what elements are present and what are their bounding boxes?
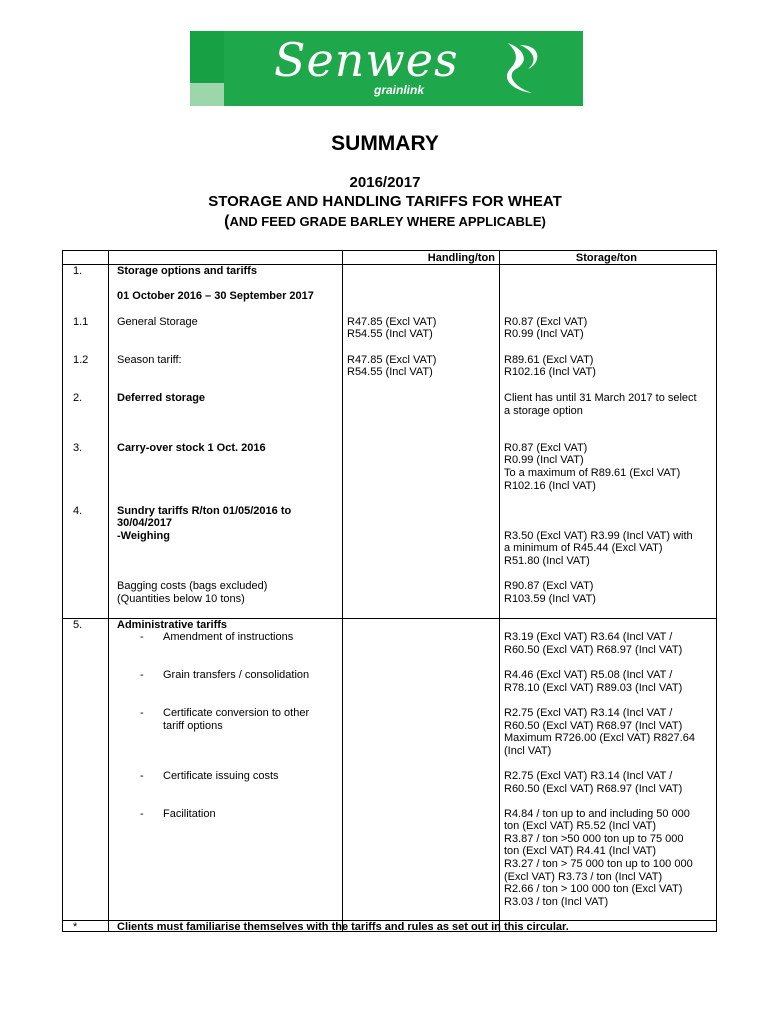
storage-value: R60.50 (Excl VAT) R68.97 (Incl VAT) <box>504 644 683 656</box>
subtitle-paren: ( <box>224 213 230 230</box>
handling-value: R47.85 (Excl VAT) <box>347 354 437 366</box>
list-dash: - <box>140 707 144 719</box>
document-title: STORAGE AND HANDLING TARIFFS FOR WHEAT <box>208 193 562 210</box>
row-number: 5. <box>73 619 83 631</box>
storage-value: R3.50 (Excl VAT) R3.99 (Incl VAT) with <box>504 530 693 542</box>
subtitle-text: AND FEED GRADE BARLEY WHERE APPLICABLE) <box>229 214 546 229</box>
row-label: General Storage <box>117 316 198 328</box>
section-label: Administrative tariffs <box>117 619 228 631</box>
storage-value: R3.03 / ton (Incl VAT) <box>504 896 609 908</box>
handling-value: R54.55 (Incl VAT) <box>347 366 433 378</box>
row-label: Bagging costs (bags excluded) <box>117 580 268 592</box>
list-dash: - <box>140 631 144 643</box>
swoosh-icon <box>490 39 550 99</box>
page-title: SUMMARY <box>331 132 439 155</box>
row-number: 3. <box>73 442 83 454</box>
storage-value: R60.50 (Excl VAT) R68.97 (Incl VAT) <box>504 783 683 795</box>
storage-value: ton (Excl VAT) R4.41 (Incl VAT) <box>504 845 656 857</box>
storage-value: (Incl VAT) <box>504 745 552 757</box>
column-divider <box>342 251 343 931</box>
list-item-label: Amendment of instructions <box>163 631 294 643</box>
storage-value: R3.27 / ton > 75 000 ton up to 100 000 <box>504 858 693 870</box>
list-dash: - <box>140 669 144 681</box>
row-label: -Weighing <box>117 530 170 542</box>
storage-value: R3.19 (Excl VAT) R3.64 (Incl VAT / <box>504 631 673 643</box>
storage-value: R102.16 (Incl VAT) <box>504 366 596 378</box>
header-handling: Handling/ton <box>427 252 495 264</box>
logo-subtitle: grainlink <box>374 83 425 97</box>
storage-value: R90.87 (Excl VAT) <box>504 580 594 592</box>
list-item-label: Certificate conversion to other <box>163 707 310 719</box>
storage-value: Maximum R726.00 (Excl VAT) R827.64 <box>504 732 695 744</box>
row-number: 2. <box>73 392 83 404</box>
footnote-text: Clients must familiarise themselves with the tariffs and rules as set out in this circular. <box>117 921 569 933</box>
tariff-table <box>62 250 717 932</box>
period-label: 01 October 2016 – 30 September 2017 <box>117 290 314 302</box>
list-dash: - <box>140 808 144 820</box>
list-item-label: tariff options <box>163 720 223 732</box>
header-storage: Storage/ton <box>575 252 637 264</box>
storage-value: R51.80 (Incl VAT) <box>504 555 590 567</box>
list-item-label: Certificate issuing costs <box>163 770 279 782</box>
footnote-mark: * <box>73 921 78 933</box>
row-label: 30/04/2017 <box>117 517 173 529</box>
row-number: 4. <box>73 505 83 517</box>
storage-value: ton (Excl VAT) R5.52 (Incl VAT) <box>504 820 656 832</box>
handling-value: R54.55 (Incl VAT) <box>347 328 433 340</box>
storage-value: To a maximum of R89.61 (Excl VAT) <box>504 467 681 479</box>
row-label: Carry-over stock 1 Oct. 2016 <box>117 442 266 454</box>
document-subtitle <box>0 213 770 231</box>
storage-value: R2.75 (Excl VAT) R3.14 (Incl VAT / <box>504 707 673 719</box>
senwes-logo <box>190 31 583 106</box>
storage-value: R2.75 (Excl VAT) R3.14 (Incl VAT / <box>504 770 673 782</box>
storage-value: R89.61 (Excl VAT) <box>504 354 594 366</box>
storage-value: R3.87 / ton >50 000 ton up to 75 000 <box>504 833 684 845</box>
storage-value: a minimum of R45.44 (Excl VAT) <box>504 542 663 554</box>
storage-value: R4.46 (Excl VAT) R5.08 (Incl VAT / <box>504 669 673 681</box>
row-label: (Quantities below 10 tons) <box>117 593 245 605</box>
storage-value: R2.66 / ton > 100 000 ton (Excl VAT) <box>504 883 683 895</box>
list-dash: - <box>140 770 144 782</box>
storage-value: R103.59 (Incl VAT) <box>504 593 596 605</box>
row-number: 1. <box>73 265 83 277</box>
storage-value: R0.99 (Incl VAT) <box>504 328 584 340</box>
storage-value: Client has until 31 March 2017 to select <box>504 392 697 404</box>
logo-block-dark <box>190 31 224 83</box>
logo-wordmark: Senwes <box>274 33 459 87</box>
row-label: Sundry tariffs R/ton 01/05/2016 to <box>117 505 292 517</box>
row-number: 1.2 <box>73 354 89 366</box>
storage-value: a storage option <box>504 405 583 417</box>
section-label: Storage options and tariffs <box>117 265 257 277</box>
row-number: 1.1 <box>73 316 89 328</box>
storage-value: R102.16 (Incl VAT) <box>504 480 596 492</box>
list-item-label: Facilitation <box>163 808 216 820</box>
logo-block-light <box>190 83 224 106</box>
storage-value: R0.87 (Excl VAT) <box>504 442 588 454</box>
storage-value: (Excl VAT) R3.73 / ton (Incl VAT) <box>504 871 663 883</box>
storage-value: R0.87 (Excl VAT) <box>504 316 588 328</box>
storage-value: R0.99 (Incl VAT) <box>504 454 584 466</box>
season-year: 2016/2017 <box>349 174 421 191</box>
column-divider <box>108 251 109 931</box>
row-label: Deferred storage <box>117 392 206 404</box>
storage-value: R78.10 (Excl VAT) R89.03 (Incl VAT) <box>504 682 683 694</box>
list-item-label: Grain transfers / consolidation <box>163 669 310 681</box>
column-divider <box>499 251 500 931</box>
handling-value: R47.85 (Excl VAT) <box>347 316 437 328</box>
storage-value: R60.50 (Excl VAT) R68.97 (Incl VAT) <box>504 720 683 732</box>
row-label: Season tariff: <box>117 354 182 366</box>
storage-value: R4.84 / ton up to and including 50 000 <box>504 808 690 820</box>
